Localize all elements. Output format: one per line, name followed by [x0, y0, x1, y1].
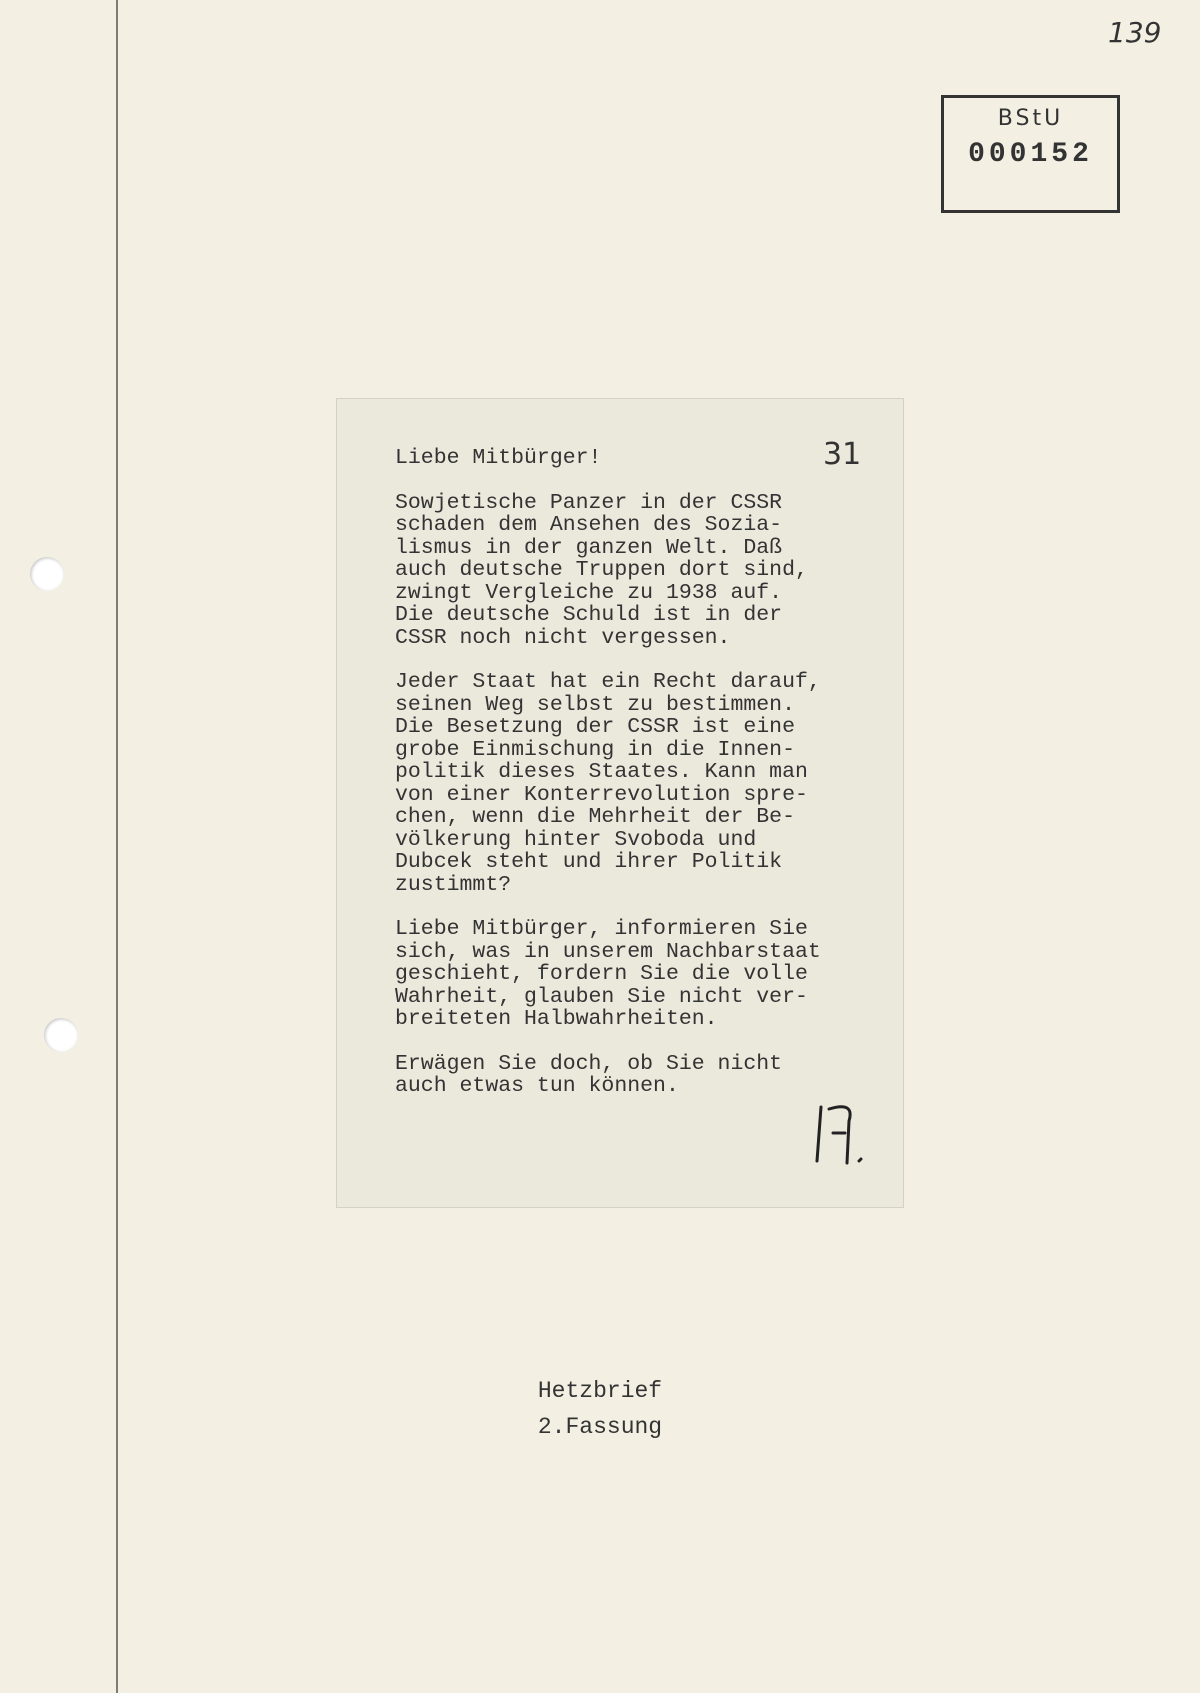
letter-paragraph — [395, 1053, 875, 1098]
letter-line: sich, was in unserem Nachbarstaat — [395, 939, 821, 964]
letter-text — [395, 447, 875, 1120]
letter-line: grobe Einmischung in die Innen- — [395, 737, 795, 762]
margin-line — [116, 0, 118, 1693]
archive-stamp — [941, 95, 1120, 213]
letter-line: lismus in der ganzen Welt. Daß — [395, 535, 783, 560]
punch-hole — [30, 557, 64, 591]
letter-line: geschieht, fordern Sie die volle — [395, 962, 808, 986]
letter-line: von einer Konterrevolution spre- — [395, 782, 808, 807]
letter-line: zustimmt? — [395, 872, 512, 897]
letter-number: 31 — [823, 437, 862, 472]
stamp-number: 000152 — [968, 139, 1093, 170]
page-number: 139 — [1108, 16, 1162, 49]
letter-line: zwingt Vergleiche zu 1938 auf. — [395, 580, 783, 605]
letter-line: Sowjetische Panzer in der CSSR — [395, 490, 783, 515]
letter-line: Die Besetzung der CSSR ist eine — [395, 715, 795, 739]
letter-paragraph — [395, 492, 875, 650]
letter-salutation: Liebe Mitbürger! — [395, 446, 602, 470]
caption-version: 2.Fassung — [537, 1414, 663, 1440]
letter-line: auch deutsche Truppen dort sind, — [395, 558, 808, 582]
letter-line: Jeder Staat hat ein Recht darauf, — [395, 670, 821, 694]
letter-sheet — [336, 398, 904, 1208]
letter-line: auch etwas tun können. — [395, 1074, 679, 1098]
letter-line: politik dieses Staates. Kann man — [395, 760, 808, 784]
punch-hole — [44, 1018, 78, 1052]
letter-line: chen, wenn die Mehrheit der Be- — [395, 805, 795, 829]
letter-paragraph — [395, 671, 875, 896]
letter-line: CSSR noch nicht vergessen. — [395, 625, 731, 650]
letter-line: Wahrheit, glauben Sie nicht ver- — [395, 984, 808, 1009]
letter-line: völkerung hinter Svoboda und — [395, 827, 757, 852]
letter-paragraph — [395, 918, 875, 1031]
letter-line: schaden dem Ansehen des Sozia- — [395, 513, 783, 537]
letter-line: Dubcek steht und ihrer Politik — [395, 850, 783, 874]
letter-line: Erwägen Sie doch, ob Sie nicht — [395, 1051, 783, 1076]
stamp-agency: BStU — [997, 106, 1064, 131]
caption-title: Hetzbrief — [537, 1378, 663, 1404]
letter-line: breiteten Halbwahrheiten. — [395, 1007, 718, 1031]
signature-mark — [815, 1099, 875, 1169]
letter-line: Liebe Mitbürger, informieren Sie — [395, 917, 808, 941]
letter-line: seinen Weg selbst zu bestimmen. — [395, 692, 795, 717]
letter-line: Die deutsche Schuld ist in der — [395, 603, 783, 627]
